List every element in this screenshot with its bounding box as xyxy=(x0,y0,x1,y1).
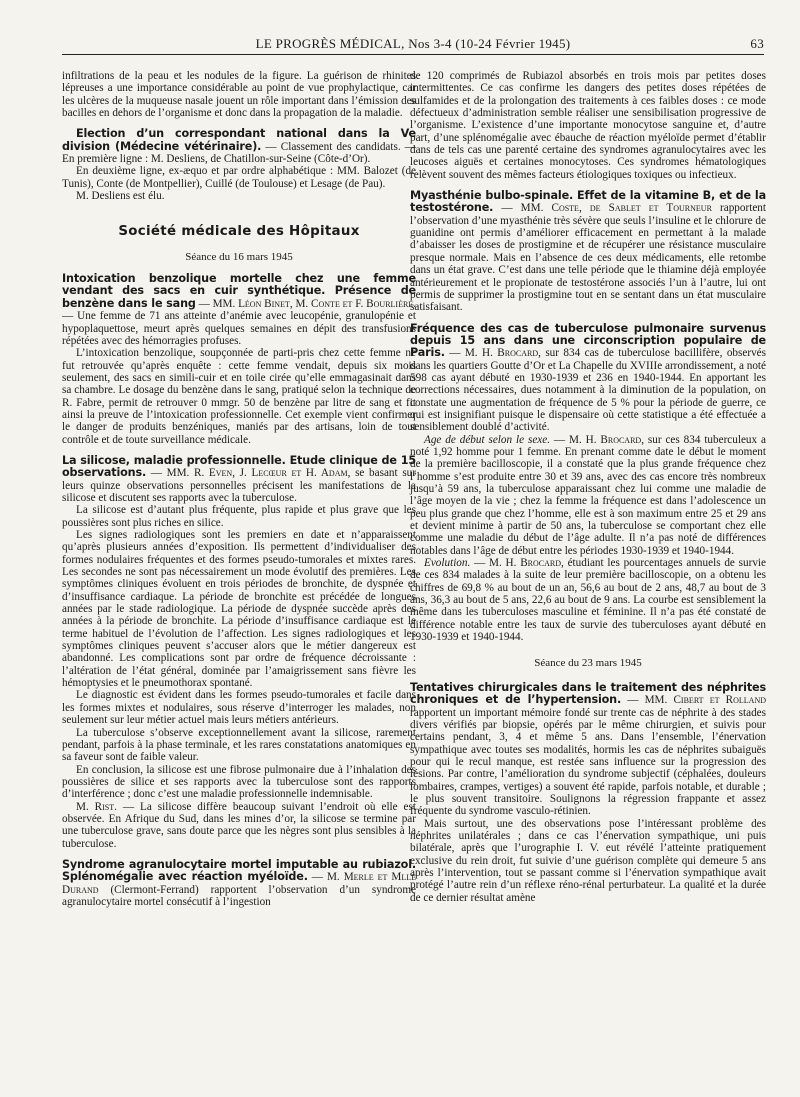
paragraph-text: — Classement des candidats. — En première ligne : M. Desliens, de Chatillon-sur-Seine (Côte-d’Or). xyxy=(62,140,416,166)
running-header xyxy=(62,36,764,55)
paragraph-text: (Clermont-Ferrand) rapportent l’observation d’un syndrome agranulocytaire mortel consécutif à l’ingestion xyxy=(62,883,416,908)
page-number: 63 xyxy=(750,36,764,51)
article-authors: — M. H. Brocard, xyxy=(550,433,644,446)
seance-date: Séance du 16 mars 1945 xyxy=(185,250,293,263)
journal-title: LE PROGRÈS MÉDICAL, Nos 3-4 (10-24 Février 1945) xyxy=(255,36,571,51)
article-agranulocytaire xyxy=(62,859,416,908)
article-authors: — M. Merle et Mlle Durand xyxy=(62,871,416,896)
article-title: Intoxication benzolique mortelle chez une femme vendant des sacs en cuir synthétique. Présence de benzène dans le sang xyxy=(62,272,416,310)
article-title: Syndrome agranulocytaire mortel imputable au rubiazol. Splénomégalie avec réaction myéloïde. xyxy=(62,857,416,884)
seance-date: Séance du 23 mars 1945 xyxy=(534,657,642,670)
paragraph-text: rapportent l’observation d’une myasthénie très sévère que seuls l’insuline et le chlorure de guanidine ont permis d’améliorer efficacement en permettant à la malade d’abaisser les doses de prostigmine et de récupérer une résistance musculaire presque normale. Mais en l’absence de ces deux médicaments, elle retombe dans un état grave. C’est dans une telle période que le thiamine déjà employée antérieurement et le propionate de testostérone associés l’un à l’autre, lui ont permis de supprimer la prostigmine tout en se sentant dans un état musculaire satisfaisant. xyxy=(410,202,766,314)
paragraph: Le diagnostic est évident dans les formes pseudo-tumorales et facile dans les formes mixtes et nodulaires, sous réserve d’interroger les malades, non seulement sur leur métier actuel mais leurs métiers antérieurs. xyxy=(62,689,416,727)
article-authors: — MM. Coste, de Sablet et Tourneur xyxy=(493,202,712,215)
article-title: Myasthénie bulbo-spinale. Effet de la vitamine B, et de la testostérone. xyxy=(410,189,766,215)
paragraph-text: sur ces 834 tuberculeux a noté 1,92 homme pour 1 femme. En prenant comme date le début le moment de la première bacilloscopie, il a constaté que la plus grande fréquence chez l’homme s’est produite entre 30 et 39 ans, avec des cas encore très nombreux jusqu’à 59 ans, la tuberculose apparaissant chez lui comme une maladie de l’âge moyen de la vie ; chez la femme la fréquence est dans l’adolescence un peu plus grande que chez l’homme, elle est à son maximum entre 25 et 29 ans et devient minime à partir de 50 ans, la tuberculose se comportant chez elle comme une maladie du début de l’âge adulte. Il n’a pas noté de différences notables dans l’âge de début entre les périodes 1930-1939 et 1940-1944. xyxy=(410,433,766,557)
right-column xyxy=(410,70,766,904)
paragraph-text: se basant sur leurs quinze observations personnelles précisent les manifestations de la silicose et discutent ses rapports avec la tuberculose. xyxy=(62,467,416,504)
subsection-label: Age de début selon le sexe. xyxy=(424,433,551,446)
article-benzol xyxy=(62,273,416,446)
paragraph-text: — La silicose diffère beaucoup suivant l’endroit où elle est observée. En Afrique du Sud, dans les mines d’or, la silicose se termine par une tuberculose grave, sans doute parce que les nègres sont plus sensibles à la tuberculose. xyxy=(62,800,416,850)
article-title: Tentatives chirurgicales dans le traitement des néphrites chroniques et de l’hypertension. xyxy=(410,680,766,707)
article-title: Fréquence des cas de tuberculose pulmonaire survenus depuis 15 ans dans une circonscription populaire de Paris. xyxy=(410,321,766,360)
intro-paragraph: infiltrations de la peau et les nodules de la figure. La guérison de rhinites lépreuses a une importance considérable au point de vue prophylactique, car les ulcères de la muqueuse nasale jouent un rôle important dans l’émission des bacilles en dehors de l’organisme et donc dans la propagation de la maladie. xyxy=(62,70,416,120)
paragraph: En conclusion, la silicose est une fibrose pulmonaire due à l’inhalation des poussières de silice et ses rapports avec la tuberculose sont des rapports d’interférence ; donc c’est une maladie professionnelle indemnisable. xyxy=(62,763,416,801)
article-title: Election d’un correspondant national dans la Ve division (Médecine vétérinaire). xyxy=(62,127,416,153)
article-silicose xyxy=(62,455,416,850)
paragraph: Mais surtout, une des observations pose l’intéressant problème des néphrites unilatérales ; dans ce cas l’énervation sympathique, uni puis bilatérale, après que l’urographie I. V. eut révélé l’atteinte pratiquement exclusive du rein droit, fut suivie d’une guérison complète qui demeure 5 ans après l’intervention, tout se passant comme si l’énervation sympathique avait protégé l’autre rein d’un réflexe réno-rénal perturbateur. La qualité et la durée de ce dernier résultat amène xyxy=(410,817,766,904)
subsection-label: Evolution. xyxy=(424,557,471,570)
article-title: La silicose, maladie professionnelle. Etude clinique de 15 observations. xyxy=(62,453,416,480)
paragraph: La silicose est d’autant plus fréquente, plus rapide et plus grave que les poussières sont plus riches en silice. xyxy=(62,504,416,529)
paragraph: Les signes radiologiques sont les premiers en date et n’apparaissent qu’après plusieurs années d’exposition. Ils permettent d’individualiser des formes nodulaires fréquentes et des formes pseudo-tumorales et mixtes rares. Les secondes ne sont pas nécessairement un mode évolutif des premières. Les symptômes cliniques évoluent en trois périodes de bronchite, de dyspnée et d’insuffisance cardiaque. La période de bronchite est précédée de longues années par le stade radiologique. La période de dyspnée succède après des années à la période de bronchite. La période d’insuffisance cardiaque est le terme habituel de l’évolution de l’affection. Les signes radiologiques et les symptômes cliniques peuvent s’accuser alors que le métier dangereux est abandonné. Les complications sont par ordre de fréquence décroissante : l’altération de l’état général, dominée par l’amaigrissement sans fièvre les hémoptysies et le pneumothorax spontané. xyxy=(62,529,416,690)
continued-paragraph: de 120 comprimés de Rubiazol absorbés en trois mois par petites doses intermittentes. Ce cas confirme les dangers des petites doses répétées de sulfamides et de la prolongation des traitements à ces faibles doses : ce mode défectueux d’administration semble réaliser une sensibilisation progressive de l’organisme. L’existence d’une importante monocytose sanguine et, d’autre part, d’une splénomégalie avec ébauche de réaction myéloïde permet d’établir dans de tels cas une parenté certaine des syndromes agranulocytaires avec les leucoses aiguës et certaines monocytoses. Ces syndromes hématologiques relèvent souvent des mêmes facteurs étiologiques toxiques ou infectieux. xyxy=(410,70,766,181)
paragraph: M. Desliens est élu. xyxy=(76,190,165,203)
article-authors: — MM. R. Even, J. Lecœur et H. Adam, xyxy=(146,467,351,480)
article-nephrites xyxy=(410,682,766,904)
article-election xyxy=(62,128,416,202)
paragraph-text: — Une femme de 71 ans atteinte d’anémie avec leucopénie, granulopénie et hypoplaquettose, meurt après quelques semaines en dépit des transfusions répétées avec des hémorragies profuses. xyxy=(62,310,416,347)
discussant-name: M. Rist. xyxy=(76,800,117,813)
article-frequence xyxy=(410,323,766,644)
article-myasthenie xyxy=(410,190,766,313)
article-authors: — MM. Cibert et Rolland xyxy=(621,694,767,707)
paragraph-text: étudiant les pourcentages annuels de survie de ces 834 malades à la suite de leur première bacilloscopie, on a obtenu les chiffres de 69,8 % au bout de un an, 56,6 au bout de 2 ans, 48,7 au bout de 3 ans, 36,3 au bout de 5 ans, 22,6 au bout de 9 ans. La courbe est sensiblement la même dans les tuberculoses masculine et féminine. Il n’a pas été constaté de différence notable entre les taux de survie des tuberculoses ayant débuté en 1930-1939 et 1940-1944. xyxy=(410,557,766,644)
paragraph: La tuberculose s’observe exceptionnellement avant la silicose, rarement pendant, parfois à la phase terminale, et les rares constatations anatomiques en sa faveur sont de faible valeur. xyxy=(62,726,416,764)
article-authors: — MM. Léon Binet, M. Conte et F. Bourlière. xyxy=(195,297,416,310)
article-authors: — M. H. Brocard, xyxy=(470,557,564,570)
paragraph-text: rapportent un important mémoire fondé sur trente cas de néphrite à des stades divers vérifiés par biopsie, opérés par le même chirurgien, et suivis pour certains pendant, 3, 4 et même 5 ans. Dans l’ensemble, l’énervation sympathique avec toutes ses modalités, hormis les cas de néphrites subaiguës pour qui le recul manque, est restée sans influence sur la progression des lésions. Par contre, l’amélioration du syndrome subjectif (céphalées, douleurs lombaires, crampes, vertiges) a souvent été rapide, parfois notable, et durable ; le plus souvent transitoire. Soulignons la régression frappante et assez fréquente du syndrome vasculo-rétinien. xyxy=(410,706,766,818)
left-column xyxy=(62,70,416,908)
paragraph-text: sur 834 cas de tuberculose bacillifère, observés dans les quartiers Goutte d’Or et La Chapelle du XVIIIe arrondissement, a noté 598 cas ayant débuté en 1930-1939 et 236 en 1940-1944. En apportant les corrections nécessaires, dues notamment à la diminution de la population, on constate une augmentation de fréquence de 5 % pour la période de guerre, ce qui est insignifiant puisque le dispensaire où cette statistique a été effectuée a sensiblement doublé d’activité. xyxy=(410,347,766,434)
article-authors: — M. H. Brocard, xyxy=(444,347,541,360)
section-heading: Société médicale des Hôpitaux xyxy=(118,224,360,240)
paragraph: En deuxième ligne, ex-æquo et par ordre alphabétique : MM. Balozet (de Tunis), Conte (de Montpellier), Cuillé (de Toulouse) et Lesage (de Pau). xyxy=(62,165,416,190)
paragraph: L’intoxication benzolique, soupçonnée de parti-pris chez cette femme ne fut retrouvée qu’après enquête : cette femme vendait, depuis six mois seulement, des sacs en simili-cuir et en toile cirée qu’elle emmagasinait dans sa chambre. Le dosage du benzène dans le sang, pratiqué selon la technique de R. Fabre, permit de retrouver 0 mmgr. 50 de benzène par litre de sang et fit ainsi la preuve de l’intoxication professionnelle. Cet exemple vient confirmer le danger de produits benzéniques, maniés par des artisans, loin de tout contrôle et de toute surveillance médicale. xyxy=(62,347,416,446)
